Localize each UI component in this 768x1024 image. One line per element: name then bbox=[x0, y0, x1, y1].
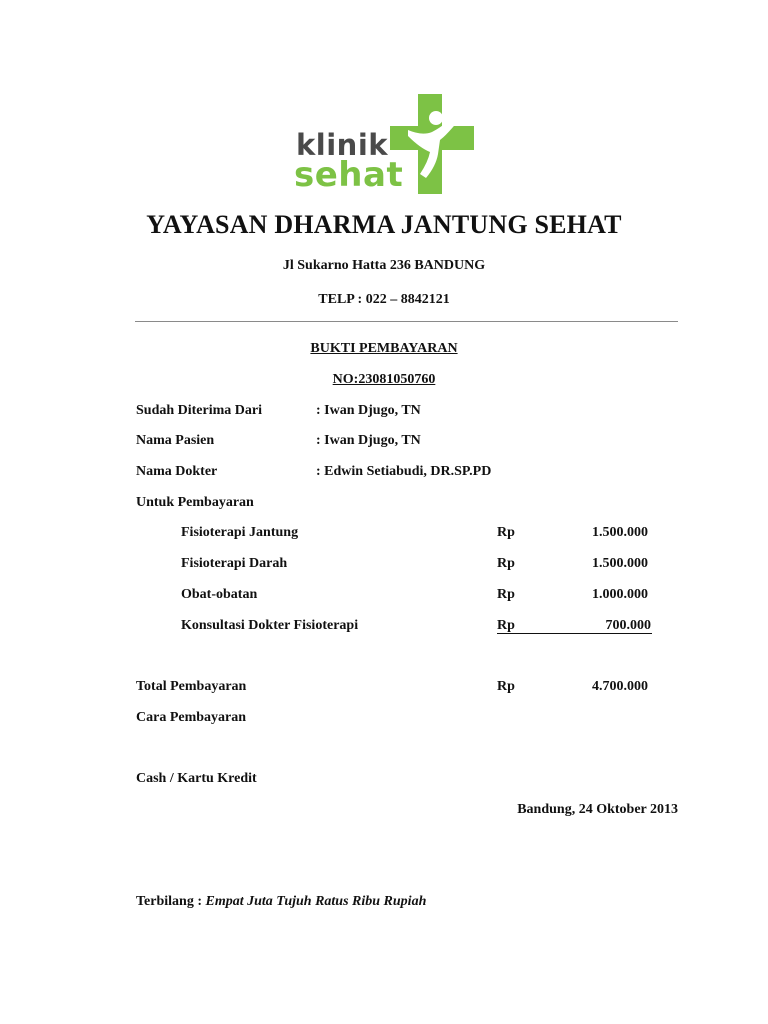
patient-name-label: Nama Pasien bbox=[136, 433, 215, 448]
received-from-label: Sudah Diterima Dari bbox=[136, 403, 262, 418]
total-amount: 4.700.000 bbox=[592, 679, 648, 694]
patient-name-value: : Iwan Djugo, TN bbox=[316, 433, 421, 448]
item-name: Fisioterapi Jantung bbox=[181, 525, 299, 540]
item-currency: Rp bbox=[497, 587, 515, 602]
receipt-title bbox=[0, 341, 768, 357]
payment-method-label: Cara Pembayaran bbox=[136, 710, 247, 725]
organization-address: Jl Sukarno Hatta 236 BANDUNG bbox=[282, 258, 486, 273]
item-name: Fisioterapi Darah bbox=[181, 556, 288, 571]
item-amount: 1.500.000 bbox=[592, 525, 648, 540]
medical-cross-person-icon bbox=[386, 92, 478, 196]
amount-in-words-label: Terbilang : bbox=[136, 894, 202, 909]
item-name: Konsultasi Dokter Fisioterapi bbox=[181, 618, 359, 633]
place-date: Bandung, 24 Oktober 2013 bbox=[517, 802, 678, 817]
amount-in-words bbox=[136, 894, 426, 910]
item-name: Obat-obatan bbox=[181, 587, 258, 602]
subtotal-underline bbox=[497, 633, 652, 634]
doctor-name-value: : Edwin Setiabudi, DR.SP.PD bbox=[316, 464, 492, 479]
item-currency: Rp bbox=[497, 556, 515, 571]
item-amount: 1.000.000 bbox=[592, 587, 648, 602]
payment-for-label: Untuk Pembayaran bbox=[136, 495, 254, 510]
item-amount: 700.000 bbox=[605, 618, 651, 633]
item-currency: Rp bbox=[497, 525, 515, 540]
organization-phone: TELP : 022 – 8842121 bbox=[318, 292, 450, 307]
received-from-value: : Iwan Djugo, TN bbox=[316, 403, 421, 418]
doctor-name-label: Nama Dokter bbox=[136, 464, 218, 479]
header-divider bbox=[135, 321, 678, 322]
receipt-number bbox=[0, 372, 768, 388]
total-currency: Rp bbox=[497, 679, 515, 694]
organization-name: YAYASAN DHARMA JANTUNG SEHAT bbox=[146, 210, 622, 239]
amount-in-words-value: Empat Juta Tujuh Ratus Ribu Rupiah bbox=[205, 894, 427, 909]
item-currency: Rp bbox=[497, 618, 515, 633]
item-amount: 1.500.000 bbox=[592, 556, 648, 571]
logo-word-sehat: sehat bbox=[294, 155, 404, 195]
payment-method-value: Cash / Kartu Kredit bbox=[136, 771, 257, 786]
total-label: Total Pembayaran bbox=[136, 679, 247, 694]
receipt-title-text: BUKTI PEMBAYARAN bbox=[310, 341, 458, 356]
clinic-logo bbox=[292, 92, 482, 198]
receipt-number-text: NO:23081050760 bbox=[332, 372, 436, 387]
logo-word-klinik: klinik bbox=[296, 128, 389, 162]
